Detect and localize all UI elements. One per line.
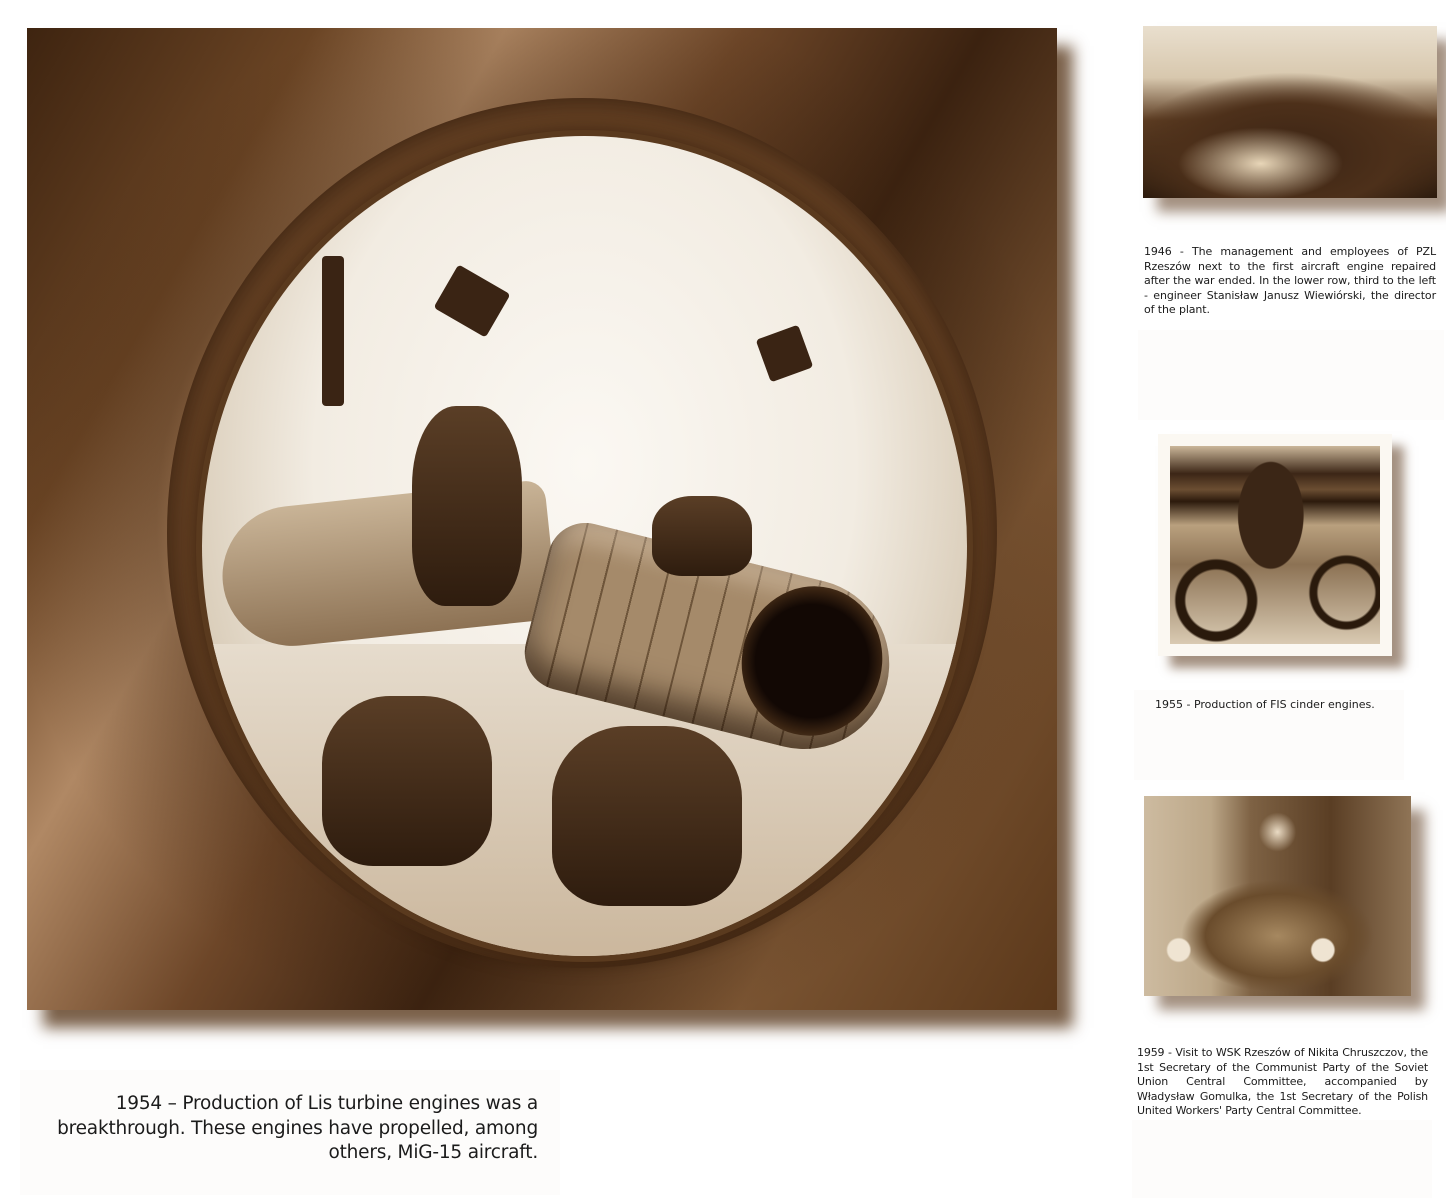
worker-kneeling-right — [552, 726, 742, 906]
worker-background — [652, 496, 752, 576]
photo-1955-image — [1170, 446, 1380, 644]
worker-kneeling-left — [322, 696, 492, 866]
main-photo-lis-engine — [27, 28, 1057, 1010]
caption-1955: 1955 - Production of FIS cinder engines. — [1155, 698, 1375, 711]
photo-1946-image — [1143, 26, 1437, 198]
hanging-bracket-1 — [434, 264, 511, 337]
caption-panel-1946 — [1138, 330, 1444, 420]
caption-1946: 1946 - The management and employees of PZL Rzeszów next to the first aircraft engine repaired after the war ended. In the lower row, third to the left - engineer Stanisław Janusz Wiewiórski, the director of the plant. — [1144, 245, 1436, 317]
hanging-cable — [322, 256, 344, 406]
photo-1959-image — [1144, 796, 1411, 996]
caption-1954: 1954 – Production of Lis turbine engines was a breakthrough. These engines have propelled, among others, MiG-15 aircraft. — [57, 1093, 538, 1163]
photo-1946-group-portrait — [1143, 26, 1437, 198]
fuselage-opening-view — [202, 136, 967, 956]
photo-1955-motorcycle — [1158, 434, 1392, 656]
worker-top — [412, 406, 522, 606]
photo-1959-visit — [1144, 796, 1411, 996]
caption-panel-1959 — [1132, 1120, 1432, 1198]
hanging-bracket-2 — [756, 325, 814, 383]
caption-1959: 1959 - Visit to WSK Rzeszów of Nikita Chruszczov, the 1st Secretary of the Communist Party of the Soviet Union Central Committee, accompanied by Władysław Gomulka, the 1st Secretary of the Polish United Workers' Party Central Committee. — [1137, 1046, 1428, 1118]
